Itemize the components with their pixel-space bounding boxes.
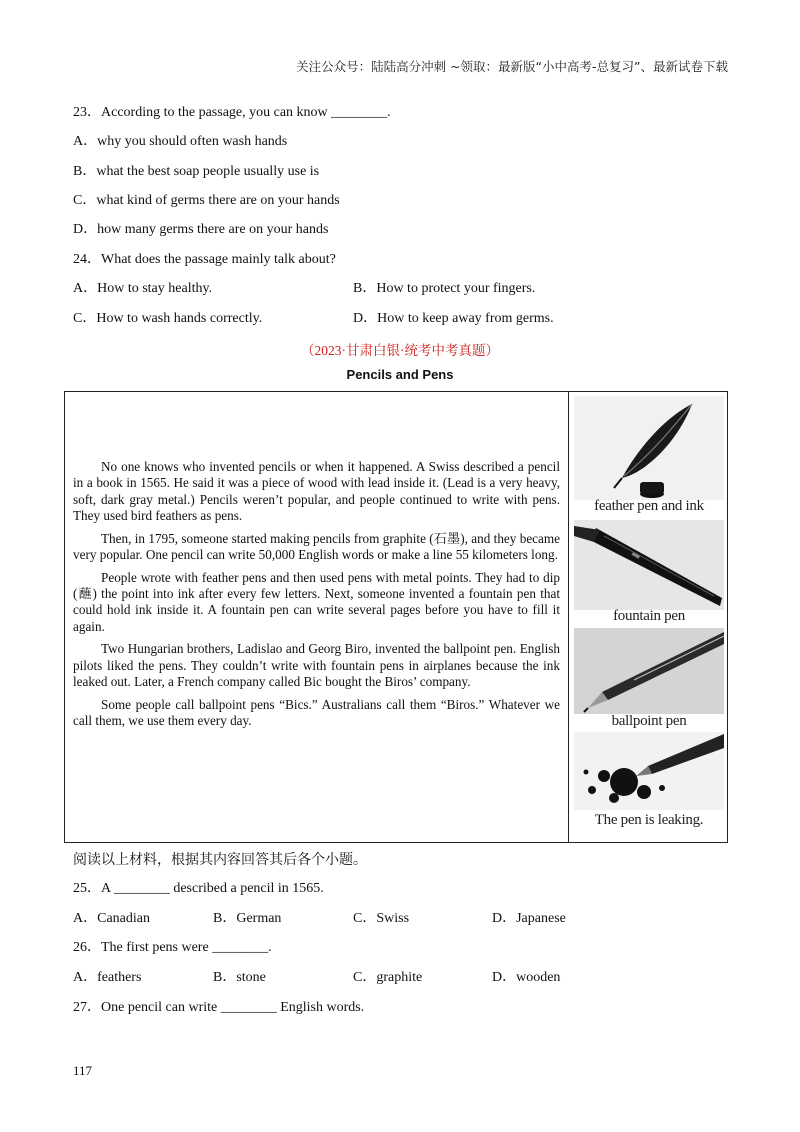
source-tag: （2023·甘肃白银·统考中考真题） <box>301 343 499 358</box>
fountain-pen-icon <box>574 520 724 610</box>
question-25-option-a: A．Canadian <box>73 911 150 926</box>
question-24-option-d: D．How to keep away from germs. <box>353 311 554 326</box>
question-24-option-b: B．How to protect your fingers. <box>353 281 536 296</box>
question-24-stem: 24．What does the passage mainly talk about? <box>73 252 336 267</box>
question-25-option-d: D．Japanese <box>492 911 566 926</box>
column-divider <box>568 392 569 842</box>
ink-blot-icon <box>574 732 724 810</box>
question-25-option-b: B．German <box>213 911 282 926</box>
reading-instruction: 阅读以上材料，根据其内容回答其后各个小题。 <box>73 853 367 868</box>
pen-illustrations <box>574 396 724 836</box>
feather-pen-icon <box>574 396 724 500</box>
page-number: 117 <box>73 1063 93 1078</box>
ballpoint-pen-icon <box>574 628 724 714</box>
ballpoint-pen-caption: ballpoint pen <box>611 713 687 729</box>
passage-box <box>64 391 728 843</box>
passage-text <box>73 459 560 736</box>
question-24-option-a: A．How to stay healthy. <box>73 281 213 296</box>
question-26-option-d: D．wooden <box>492 970 561 985</box>
passage-paragraph-5: Some people call ballpoint pens “Bics.” Australians call them “Biros.” Whatever we call them, we use them every day. <box>73 696 560 729</box>
ballpoint-pen-picture <box>574 628 724 732</box>
question-26-option-a: A．feathers <box>73 970 142 985</box>
question-25-option-c: C．Swiss <box>353 911 410 926</box>
question-23-option-d: D．how many germs there are on your hands <box>73 222 329 237</box>
feather-pen-caption: feather pen and ink <box>594 498 704 514</box>
leaking-pen-picture <box>574 732 724 836</box>
fountain-pen-caption: fountain pen <box>613 608 685 624</box>
passage-paragraph-1: No one knows who invented pencils or when it happened. A Swiss described a pencil in a book in 1565. He said it was a piece of wood with lead inside it. (Lead is a very heavy, soft, dark gray metal.) Pencils weren’t popular, and people continued to write with pens. They used bird feathers as pens. <box>73 459 560 523</box>
question-25-stem: 25．A ________ described a pencil in 1565. <box>73 881 324 896</box>
question-27-stem: 27．One pencil can write ________ English words. <box>73 1000 365 1015</box>
question-26-option-c: C．graphite <box>353 970 423 985</box>
header-note: 关注公众号：陆陆高分冲刺 ~领取：最新版“小中高考-总复习”、最新试卷下载 <box>296 59 728 74</box>
passage-paragraph-4: Two Hungarian brothers, Ladislao and Georg Biro, invented the ballpoint pen. English pilots liked the pens. They couldn’t write with fountain pens in airplanes because the ink leaked out. Later, a French company called Bic bought the Biros’ company. <box>73 641 560 690</box>
feather-pen-picture <box>574 396 724 520</box>
question-26-stem: 26．The first pens were ________. <box>73 940 272 955</box>
passage-title: Pencils and Pens <box>346 367 454 382</box>
question-23-stem: 23．According to the passage, you can know ________. <box>73 105 391 120</box>
question-23-option-a: A．why you should often wash hands <box>73 134 288 149</box>
question-23-option-c: C．what kind of germs there are on your hands <box>73 193 340 208</box>
question-26-option-b: B．stone <box>213 970 266 985</box>
fountain-pen-picture <box>574 520 724 628</box>
passage-paragraph-2: Then, in 1795, someone started making pencils from graphite (石墨), and they became very popular. One pencil can write 50,000 English words or make a line 55 kilometers long. <box>73 530 560 562</box>
passage-paragraph-3: People wrote with feather pens and then used pens with metal points. They had to dip (蘸) the point into ink after every few letters. Next, someone invented a fountain pen that could hold ink inside it. A fountain pen can write several pages before you have to fill it again. <box>73 569 560 634</box>
question-24-option-c: C．How to wash hands correctly. <box>73 311 263 326</box>
leaking-pen-caption: The pen is leaking. <box>594 812 704 828</box>
question-23-option-b: B．what the best soap people usually use is <box>73 164 320 179</box>
